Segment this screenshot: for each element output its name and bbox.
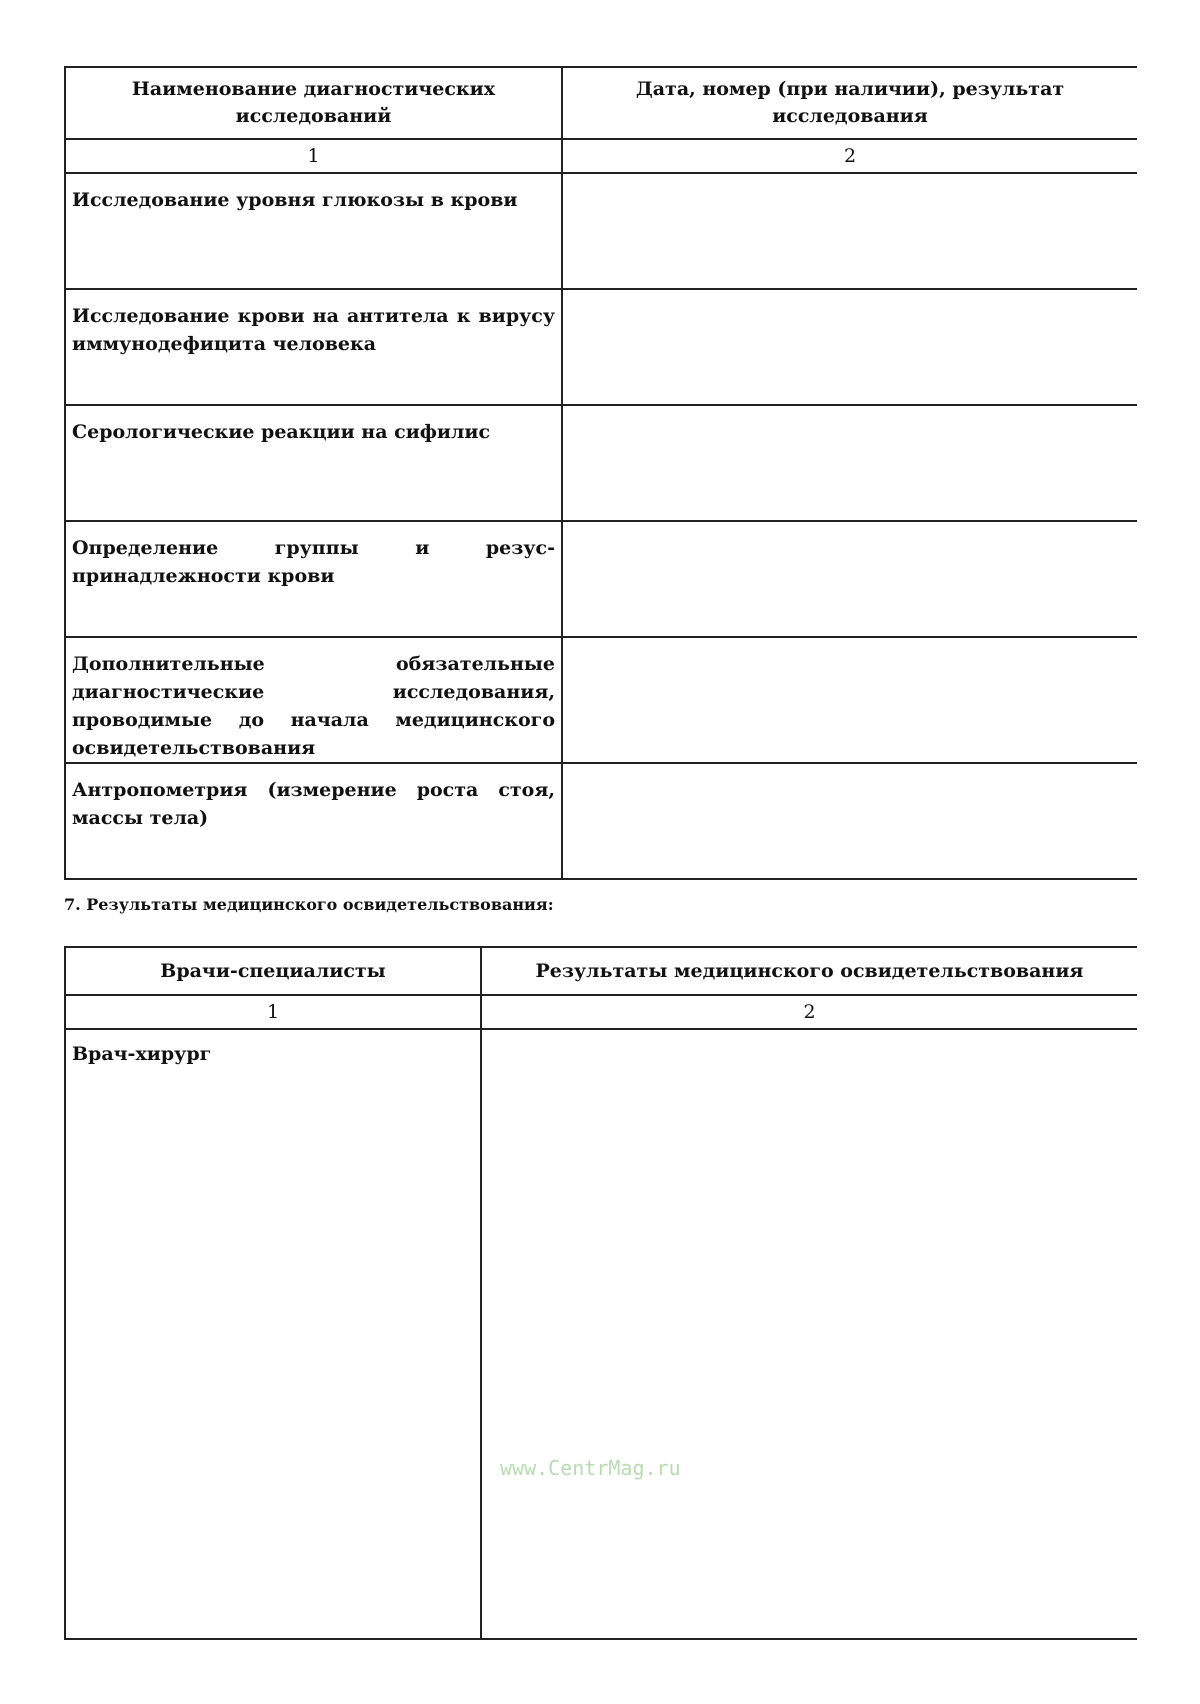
column-number-1: 1 bbox=[65, 139, 562, 173]
table-row-result bbox=[562, 637, 1137, 763]
column-number-2: 2 bbox=[481, 995, 1137, 1029]
table-row-result bbox=[562, 405, 1137, 521]
table-row-result bbox=[562, 289, 1137, 405]
header-study-name: Наименование диагностических исследований bbox=[65, 67, 562, 139]
table-row-name: Дополнительные обязательные диагностические исследования, проводимые до начала медицинского освидетельствования bbox=[65, 637, 562, 763]
table-row-result bbox=[562, 173, 1137, 289]
table-row-result bbox=[481, 1029, 1137, 1639]
table-row-name: Антропометрия (измерение роста стоя, массы тела) bbox=[65, 763, 562, 879]
header-exam-results: Результаты медицинского освидетельствования bbox=[481, 947, 1137, 995]
table-row-result bbox=[562, 763, 1137, 879]
watermark: www.CentrMag.ru bbox=[500, 1456, 681, 1480]
header-specialists: Врачи-специалисты bbox=[65, 947, 481, 995]
table-row-name: Исследование крови на антитела к вирусу иммунодефицита человека bbox=[65, 289, 562, 405]
header-study-result: Дата, номер (при наличии), результат исследования bbox=[562, 67, 1137, 139]
table-row-result bbox=[562, 521, 1137, 637]
column-number-2: 2 bbox=[562, 139, 1137, 173]
table-row-name: Определение группы и резус-принадлежности крови bbox=[65, 521, 562, 637]
table-row-specialist: Врач-хирург bbox=[65, 1029, 481, 1639]
section-title: 7. Результаты медицинского освидетельствования: bbox=[64, 895, 554, 914]
diagnostic-studies-table bbox=[64, 66, 1137, 880]
examination-results-table bbox=[64, 946, 1137, 1640]
table-row-name: Серологические реакции на сифилис bbox=[65, 405, 562, 521]
column-number-1: 1 bbox=[65, 995, 481, 1029]
table-row-name: Исследование уровня глюкозы в крови bbox=[65, 173, 562, 289]
